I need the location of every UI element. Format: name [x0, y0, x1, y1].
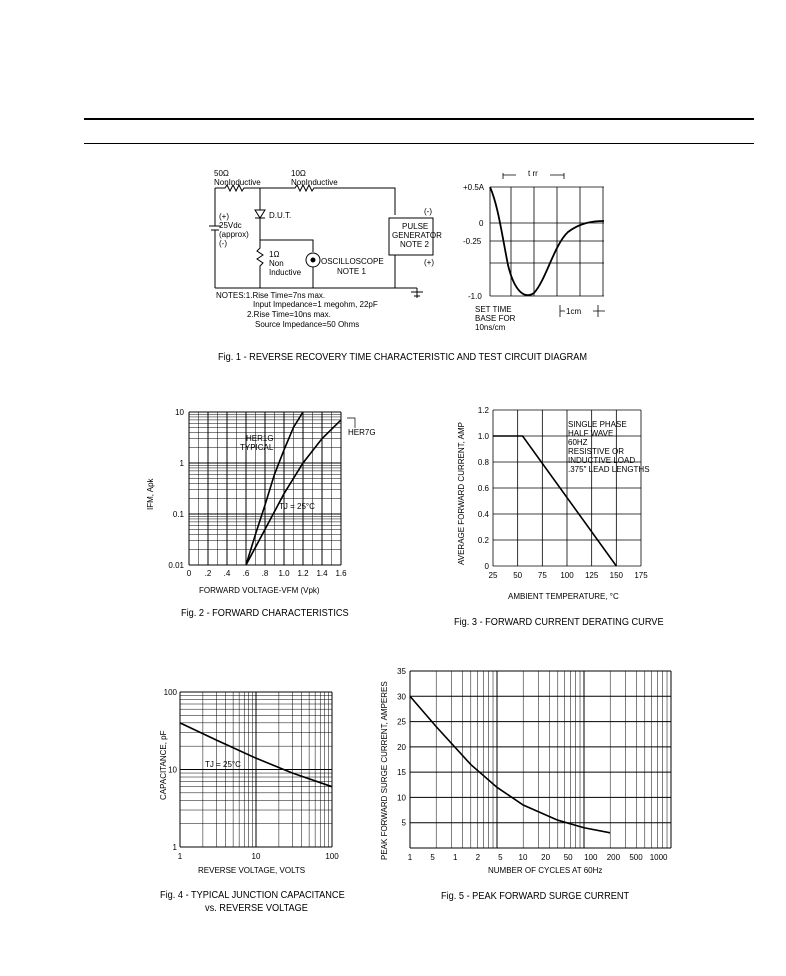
wave-y-m1: -1.0 [468, 292, 482, 301]
source-plus: (+) [219, 212, 229, 221]
fig3-ytick: 0.2 [477, 536, 489, 545]
fig2-xtick: 0 [186, 569, 192, 578]
r1-value: 1Ω [269, 250, 280, 259]
fig3-ytick: 0 [484, 562, 489, 571]
fig5-chart [380, 664, 684, 874]
fig1-caption: Fig. 1 - REVERSE RECOVERY TIME CHARACTERISTIC AND TEST CIRCUIT DIAGRAM [218, 352, 588, 363]
cm-label: 1cm [566, 307, 582, 316]
fig5-xtick: 5 [498, 853, 503, 862]
r1-line2: Inductive [269, 268, 302, 277]
wave-y-0: 0 [479, 219, 484, 228]
fig3-note-1: SINGLE PHASE [568, 420, 627, 429]
pg-line2: GENERATOR [392, 231, 442, 240]
fig5-xtick: 100 [584, 853, 598, 862]
fig5-xtick: 1 [407, 853, 413, 862]
r50-type: NonInductive [214, 178, 261, 187]
fig3-xtick: 75 [537, 571, 547, 580]
fig2-annot-tj: TJ = 25°C [279, 502, 315, 511]
fig3-note-5: INDUCTIVE LOAD [568, 456, 636, 465]
fig5-xtick: 1000 [649, 853, 668, 862]
pg-line3: NOTE 2 [400, 240, 429, 249]
cm-arrow [557, 304, 607, 318]
fig2-xlabel: FORWARD VOLTAGE-VFM (Vpk) [199, 586, 320, 595]
fig2-ytick: 10 [175, 408, 184, 417]
fig3-xtick: 125 [584, 571, 599, 580]
fig4-xlabel: REVERSE VOLTAGE, VOLTS [198, 866, 306, 875]
fig4-ytick: 1 [172, 843, 177, 852]
fig3-ylabel: AVERAGE FORWARD CURRENT, AMP [457, 422, 466, 565]
source-minus: (-) [219, 239, 227, 248]
pg-plus: (+) [424, 258, 434, 267]
fig2-annot-typical: TYPICAL [240, 443, 274, 452]
fig4-caption-2: vs. REVERSE VOLTAGE [205, 903, 308, 914]
fig5-ylabel: PEAK FORWARD SURGE CURRENT, AMPERES [380, 681, 389, 860]
fig4-ylabel: CAPACITANCE, pF [159, 730, 168, 800]
pg-line1: PULSE [402, 222, 429, 231]
fig3-note-2: HALF WAVE [568, 429, 614, 438]
note-line1: NOTES:1.Rise Time=7ns max. [216, 291, 326, 300]
fig5-xtick: 2 [475, 853, 481, 862]
fig2-xtick: .2 [204, 569, 212, 578]
r10-type: NonInductive [291, 178, 338, 187]
fig4-xtick: 1 [177, 852, 183, 861]
fig3-xtick: 175 [634, 571, 648, 580]
fig5-xtick: 200 [606, 853, 621, 862]
time-base-1: SET TIME [475, 305, 512, 314]
fig2-xtick: 1.0 [278, 569, 290, 578]
fig3-ytick: 0.8 [477, 458, 489, 467]
fig3-ytick: 1.0 [477, 432, 489, 441]
time-base-2: BASE FOR [475, 314, 516, 323]
fig3-xtick: 25 [488, 571, 498, 580]
fig4-ytick: 10 [168, 765, 177, 775]
fig3-chart [456, 398, 676, 588]
fig3-note-6: .375" LEAD LENGTHS [568, 465, 650, 474]
fig3-xtick: 100 [560, 571, 574, 580]
r10-value: 10Ω [291, 169, 306, 178]
fig3-note-4: RESISTIVE OR [568, 447, 625, 456]
time-base-3: 10ns/cm [475, 323, 506, 332]
fig2-ytick: 1 [179, 459, 184, 468]
fig5-ytick: 30 [397, 692, 406, 702]
fig3-ytick: 0.6 [477, 484, 489, 493]
fig4-xtick: 10 [251, 852, 261, 861]
r50-value: 50Ω [214, 169, 229, 178]
fig5-xtick: 1 [452, 853, 458, 862]
fig3-xtick: 50 [513, 571, 523, 580]
fig5-xtick: 5 [430, 853, 435, 862]
fig3-ytick: 1.2 [477, 406, 489, 415]
fig2-xtick: .4 [223, 569, 231, 578]
fig4-annot-tj: TJ = 25°C [205, 760, 241, 769]
trr-label: t rr [528, 169, 538, 178]
fig5-xtick: 20 [541, 853, 551, 862]
source-voltage: 25Vdc [219, 221, 242, 230]
fig5-caption: Fig. 5 - PEAK FORWARD SURGE CURRENT [441, 891, 630, 902]
fig3-xtick: 150 [609, 571, 624, 580]
fig5-ytick: 5 [401, 818, 406, 828]
fig4-xtick: 100 [325, 852, 339, 861]
fig2-annot-her1g: HER1G [246, 434, 274, 443]
fig3-caption: Fig. 3 - FORWARD CURRENT DERATING CURVE [454, 617, 664, 628]
fig5-ytick: 15 [397, 768, 406, 778]
fig3-ytick: 0.4 [477, 510, 489, 519]
fig5-xlabel: NUMBER OF CYCLES AT 60Hz [488, 866, 603, 875]
note-line3: 2.Rise Time=10ns max. [247, 310, 331, 319]
fig2-ytick: 0.01 [168, 561, 184, 570]
fig2-xtick: 1.2 [297, 569, 309, 578]
fig2-xtick: .8 [261, 569, 269, 578]
fig5-ytick: 20 [397, 742, 406, 752]
scope-line1: OSCILLOSCOPE [321, 257, 384, 266]
fig3-note-3: 60HZ [568, 438, 588, 447]
top-rule [84, 118, 754, 120]
fig3-xlabel: AMBIENT TEMPERATURE, °C [508, 592, 619, 601]
wave-y-0p5: +0.5A [463, 183, 485, 192]
dut-label: D.U.T. [269, 211, 292, 220]
fig5-xtick: 500 [629, 853, 643, 862]
note-line2: Input Impedance=1 megohm, 22pF [253, 300, 378, 309]
second-rule [84, 143, 754, 144]
scope-line2: NOTE 1 [337, 267, 366, 276]
fig4-caption-1: Fig. 4 - TYPICAL JUNCTION CAPACITANCE [160, 890, 345, 901]
fig2-caption: Fig. 2 - FORWARD CHARACTERISTICS [181, 608, 349, 619]
fig2-ytick: 0.1 [172, 510, 184, 519]
fig5-xtick: 50 [563, 853, 573, 862]
fig5-ytick: 35 [397, 667, 406, 676]
fig2-annot-her7g: HER7G [348, 428, 376, 437]
source-approx: (approx) [219, 230, 249, 239]
fig4-ytick: 100 [163, 688, 177, 697]
fig2-xtick: 1.4 [316, 569, 328, 578]
r1-line1: Non [269, 259, 284, 268]
pg-minus: (-) [424, 207, 432, 216]
fig2-xtick: 1.6 [335, 569, 347, 578]
fig5-ytick: 10 [397, 793, 406, 803]
fig2-ylabel: IFM, Apk [146, 478, 155, 510]
fig1-waveform [488, 165, 608, 305]
note-line4: Source Impedance=50 Ohms [255, 320, 360, 329]
fig5-xtick: 10 [518, 853, 528, 862]
fig4-chart [160, 680, 344, 870]
fig2-chart [142, 398, 368, 598]
wave-y-m0p25: -0.25 [463, 237, 482, 246]
fig2-xtick: .6 [242, 569, 250, 578]
fig5-ytick: 25 [397, 717, 406, 727]
